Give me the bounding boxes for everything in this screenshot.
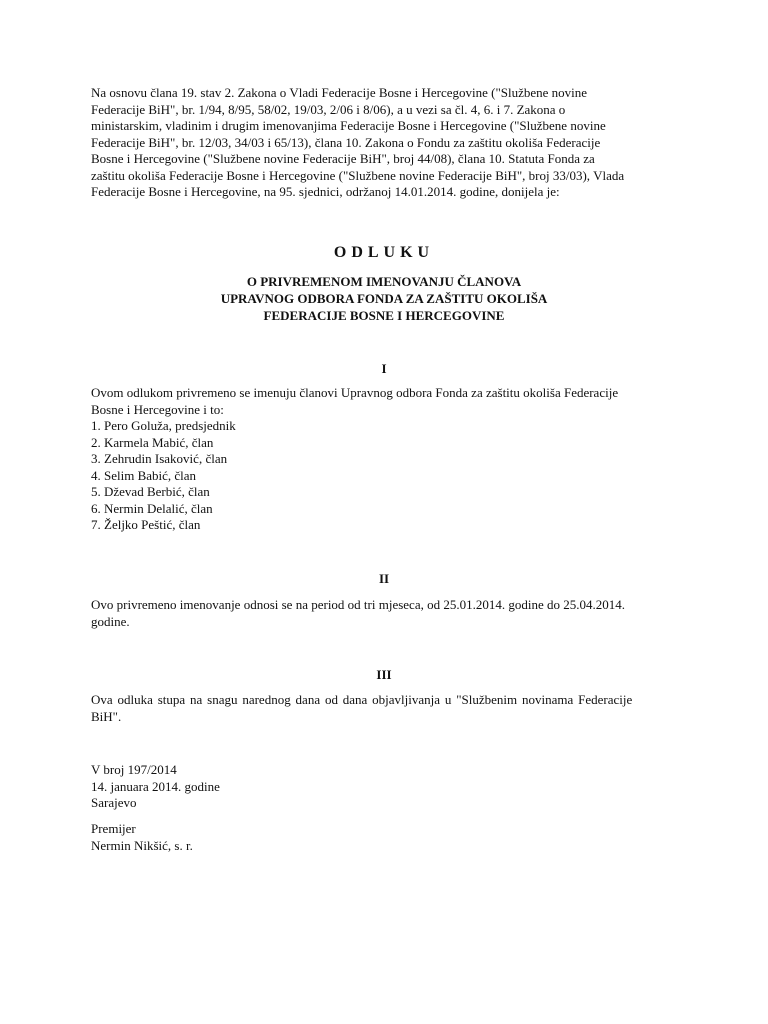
preamble-line: Federacije BiH", br. 12/03, 34/03 i 65/13), člana 10. Zakona o Fondu za zaštitu okoliša Federacije	[91, 134, 601, 150]
member-list-item: 2. Karmela Mabić, član	[91, 434, 214, 450]
section-2-number: II	[378, 571, 390, 586]
member-list-item: 3. Zehrudin Isaković, član	[91, 451, 228, 466]
section-3-body	[91, 692, 677, 725]
preamble-line: ministarskim, vladinim i drugim imenovanjima Federacije Bosne i Hercegovine ("Službene novine	[91, 118, 606, 133]
section-2-body	[91, 597, 677, 630]
section-1-intro-line: Bosne i Hercegovine i to:	[91, 401, 224, 417]
preamble-line: Na osnovu člana 19. stav 2. Zakona o Vladi Federacije Bosne i Hercegovine ("Službene novine	[91, 85, 588, 100]
document-subtitle	[91, 273, 677, 324]
subtitle-line: O PRIVREMENOM IMENOVANJU ČLANOVA	[246, 274, 522, 289]
section-3-number: III	[376, 667, 392, 682]
document-reference-block	[91, 762, 677, 812]
section-3-line: Ova odluka stupa na snagu narednog dana od dana objavljivanja u "Službenim novinama Federacije	[91, 692, 633, 707]
section-1-intro-line: Ovom odlukom privremeno se imenuju članovi Upravnog odbora Fonda za zaštitu okoliša Federacije	[91, 385, 619, 400]
document-place: Sarajevo	[91, 795, 137, 810]
document-date: 14. januara 2014. godine	[91, 778, 220, 794]
section-1-number: I	[381, 361, 387, 376]
preamble-line: Federacije BiH", br. 1/94, 8/95, 58/02, 19/03, 2/06 i 8/06), a u vezi sa čl. 4, 6. i 7. Zakona o	[91, 101, 566, 117]
signature-block	[91, 821, 677, 854]
section-3-line: BiH".	[91, 708, 122, 724]
preamble-line: Federacije Bosne i Hercegovine, na 95. sjednici, održanoj 14.01.2014. godine, donijela je:	[91, 184, 560, 199]
document-title: ODLUKU	[333, 244, 435, 261]
signer-name: Nermin Nikšić, s. r.	[91, 837, 193, 853]
member-list-item: 7. Željko Peštić, član	[91, 517, 201, 532]
preamble-line: zaštitu okoliša Federacije Bosne i Hercegovine ("Službene novine Federacije BiH", broj 33/03), Vlada	[91, 167, 625, 183]
preamble-paragraph	[91, 85, 677, 201]
reference-number: V broj 197/2014	[91, 762, 177, 777]
preamble-line: Bosne i Hercegovine ("Službene novine Federacije BiH", broj 44/08), člana 10. Statuta Fonda za	[91, 151, 595, 166]
member-list-item: 5. Dževad Berbić, član	[91, 484, 210, 499]
signer-title: Premijer	[91, 821, 136, 836]
subtitle-line: FEDERACIJE BOSNE I HERCEGOVINE	[263, 308, 505, 323]
member-list-item: 6. Nermin Delalić, član	[91, 500, 213, 516]
section-1-body	[91, 385, 677, 534]
member-list-item: 1. Pero Goluža, predsjednik	[91, 418, 236, 433]
member-list-item: 4. Selim Babić, član	[91, 467, 197, 483]
subtitle-line: UPRAVNOG ODBORA FONDA ZA ZAŠTITU OKOLIŠA	[220, 291, 548, 306]
section-2-line: godine.	[91, 613, 130, 629]
section-2-line: Ovo privremeno imenovanje odnosi se na period od tri mjeseca, od 25.01.2014. godine do 25.04.2014.	[91, 597, 625, 612]
